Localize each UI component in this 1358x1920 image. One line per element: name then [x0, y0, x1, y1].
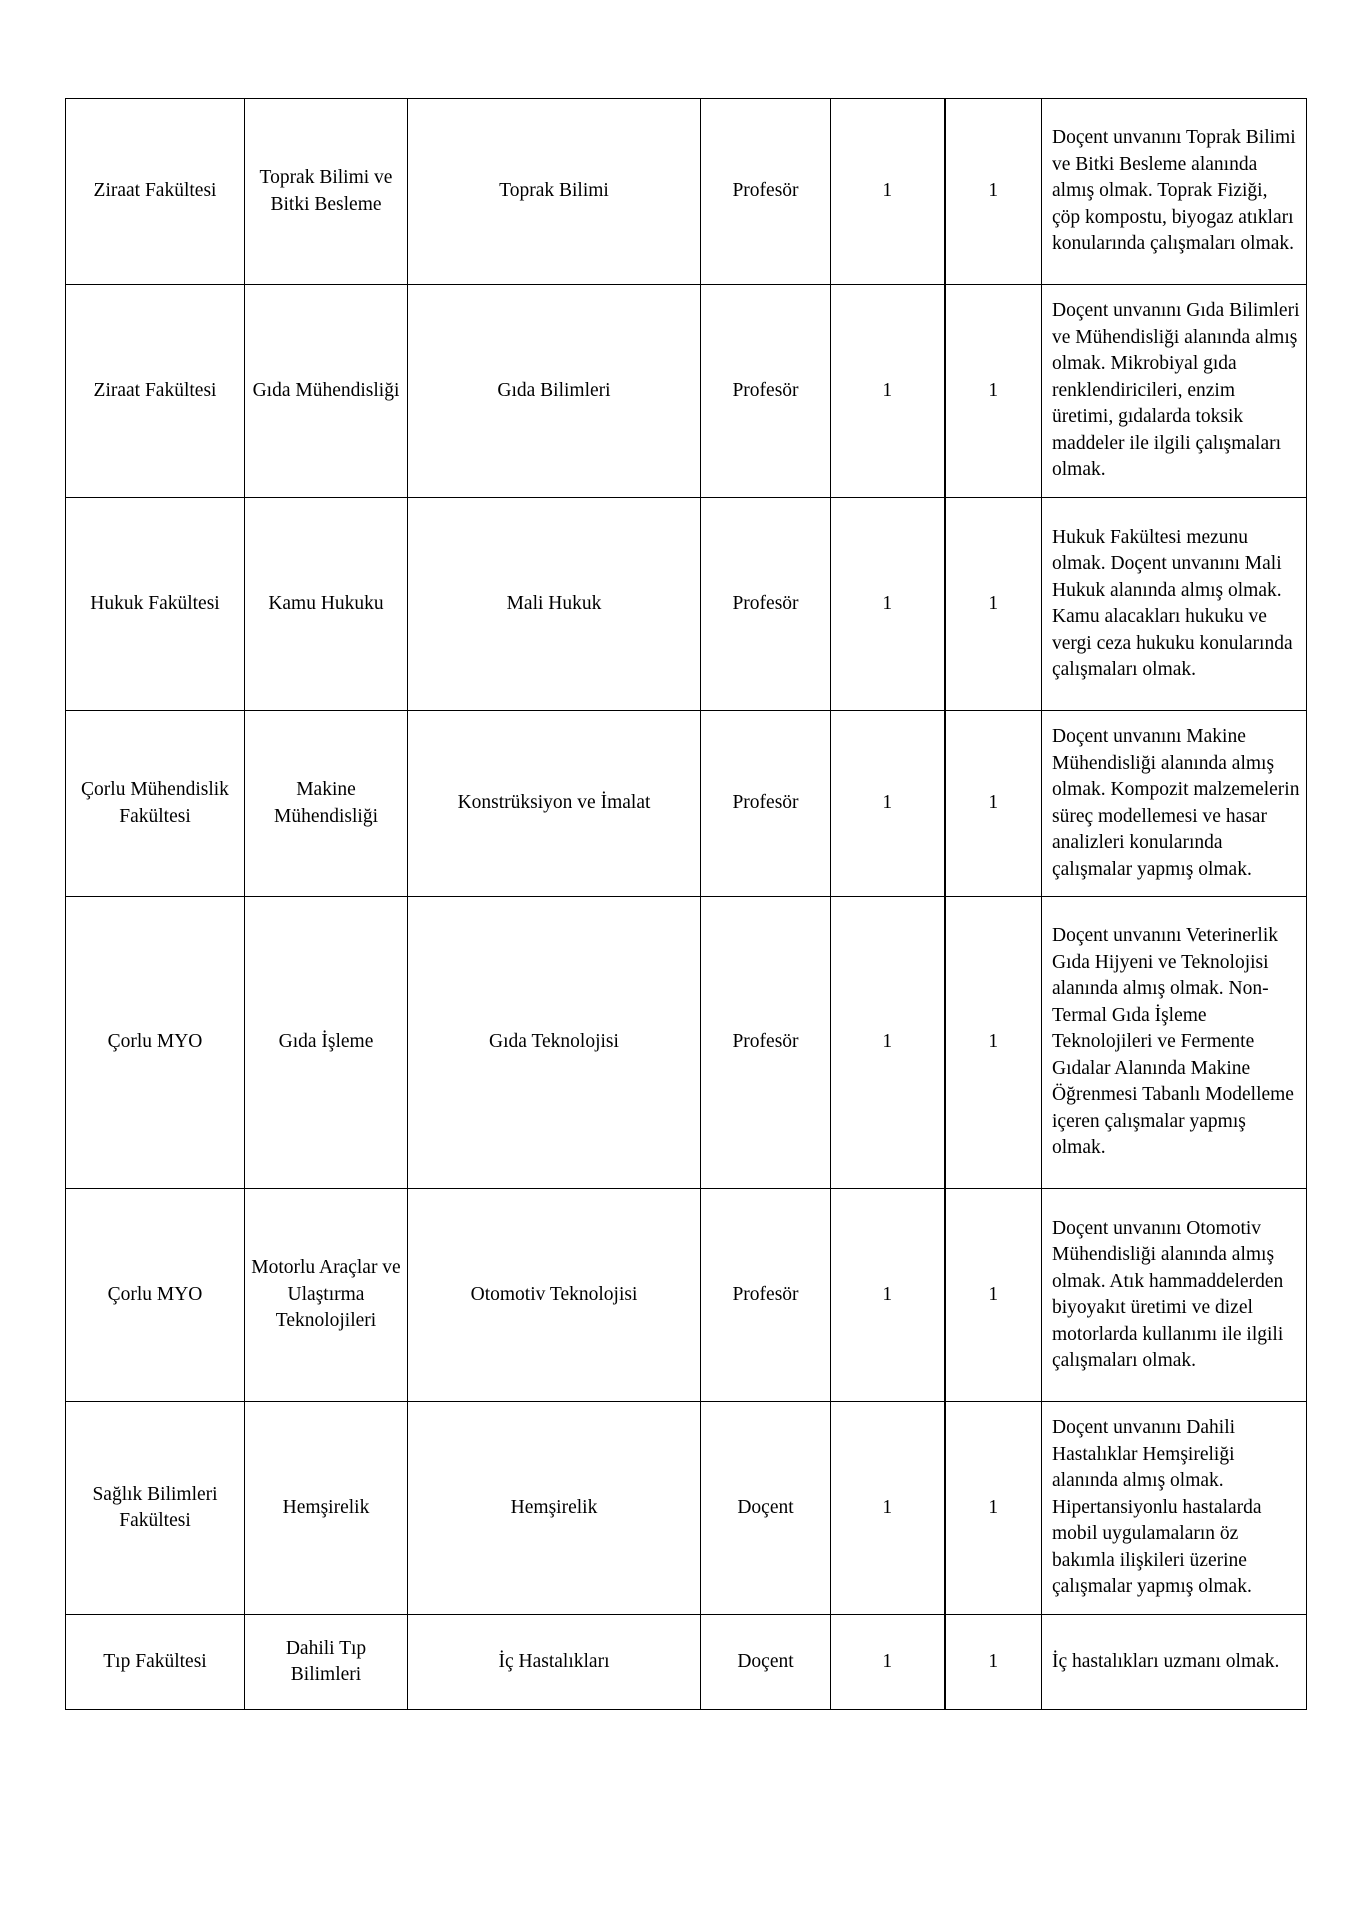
department-cell: Dahili Tıp Bilimleri: [245, 1615, 408, 1710]
count-b-cell: 1: [945, 897, 1042, 1189]
title-cell: Profesör: [701, 99, 831, 285]
faculty-cell: Hukuk Fakültesi: [66, 498, 245, 711]
field-cell: Toprak Bilimi: [408, 99, 701, 285]
count-a-cell: 1: [831, 897, 945, 1189]
faculty-cell: Ziraat Fakültesi: [66, 99, 245, 285]
title-cell: Profesör: [701, 1189, 831, 1402]
department-cell: Motorlu Araçlar ve Ulaştırma Teknolojileri: [245, 1189, 408, 1402]
faculty-positions-table: [65, 98, 1307, 1710]
field-cell: Gıda Teknolojisi: [408, 897, 701, 1189]
title-cell: Profesör: [701, 897, 831, 1189]
count-b-cell: 1: [945, 1615, 1042, 1710]
title-cell: Doçent: [701, 1402, 831, 1615]
field-cell: Gıda Bilimleri: [408, 285, 701, 498]
requirements-cell: Doçent unvanını Makine Mühendisliği alanında almış olmak. Kompozit malzemelerin süreç modellemesi ve hasar analizleri konularında çalışmalar yapmış olmak.: [1042, 711, 1307, 897]
requirements-cell: Doçent unvanını Toprak Bilimi ve Bitki Besleme alanında almış olmak. Toprak Fiziği, çöp kompostu, biyogaz atıkları konularında çalışmaları olmak.: [1042, 99, 1307, 285]
table-row: [66, 1402, 1307, 1615]
faculty-cell: Çorlu MYO: [66, 1189, 245, 1402]
department-cell: Gıda Mühendisliği: [245, 285, 408, 498]
count-a-cell: 1: [831, 1615, 945, 1710]
count-a-cell: 1: [831, 1402, 945, 1615]
department-cell: Hemşirelik: [245, 1402, 408, 1615]
field-cell: Mali Hukuk: [408, 498, 701, 711]
title-cell: Doçent: [701, 1615, 831, 1710]
count-b-cell: 1: [945, 285, 1042, 498]
department-cell: Toprak Bilimi ve Bitki Besleme: [245, 99, 408, 285]
requirements-cell: Doçent unvanını Gıda Bilimleri ve Mühendisliği alanında almış olmak. Mikrobiyal gıda renklendiricileri, enzim üretimi, gıdalarda toksik maddeler ile ilgili çalışmaları olmak.: [1042, 285, 1307, 498]
table-row: [66, 1189, 1307, 1402]
requirements-cell: Doçent unvanını Otomotiv Mühendisliği alanında almış olmak. Atık hammaddelerden biyoyakıt üretimi ve dizel motorlarda kullanımı ile ilgili çalışmaları olmak.: [1042, 1189, 1307, 1402]
field-cell: İç Hastalıkları: [408, 1615, 701, 1710]
count-b-cell: 1: [945, 99, 1042, 285]
requirements-cell: Doçent unvanını Veterinerlik Gıda Hijyeni ve Teknolojisi alanında almış olmak. Non-Termal Gıda İşleme Teknolojileri ve Fermente Gıdalar Alanında Makine Öğrenmesi Tabanlı Modelleme içeren çalışmalar yapmış olmak.: [1042, 897, 1307, 1189]
count-b-cell: 1: [945, 498, 1042, 711]
requirements-cell: Doçent unvanını Dahili Hastalıklar Hemşireliği alanında almış olmak. Hipertansiyonlu hastalarda mobil uygulamaların öz bakımla ilişkileri üzerine çalışmalar yapmış olmak.: [1042, 1402, 1307, 1615]
table-row: [66, 285, 1307, 498]
requirements-cell: Hukuk Fakültesi mezunu olmak. Doçent unvanını Mali Hukuk alanında almış olmak. Kamu alacakları hukuku ve vergi ceza hukuku konularında çalışmaları olmak.: [1042, 498, 1307, 711]
title-cell: Profesör: [701, 285, 831, 498]
field-cell: Hemşirelik: [408, 1402, 701, 1615]
table-row: [66, 711, 1307, 897]
count-b-cell: 1: [945, 1402, 1042, 1615]
faculty-cell: Sağlık Bilimleri Fakültesi: [66, 1402, 245, 1615]
requirements-cell: İç hastalıkları uzmanı olmak.: [1042, 1615, 1307, 1710]
department-cell: Makine Mühendisliği: [245, 711, 408, 897]
faculty-cell: Çorlu Mühendislik Fakültesi: [66, 711, 245, 897]
count-a-cell: 1: [831, 285, 945, 498]
table-body: [66, 99, 1307, 1710]
department-cell: Gıda İşleme: [245, 897, 408, 1189]
count-b-cell: 1: [945, 1189, 1042, 1402]
count-a-cell: 1: [831, 498, 945, 711]
title-cell: Profesör: [701, 711, 831, 897]
table-row: [66, 897, 1307, 1189]
count-a-cell: 1: [831, 99, 945, 285]
count-b-cell: 1: [945, 711, 1042, 897]
faculty-cell: Tıp Fakültesi: [66, 1615, 245, 1710]
faculty-cell: Ziraat Fakültesi: [66, 285, 245, 498]
table-row: [66, 1615, 1307, 1710]
department-cell: Kamu Hukuku: [245, 498, 408, 711]
table-row: [66, 498, 1307, 711]
count-a-cell: 1: [831, 711, 945, 897]
faculty-cell: Çorlu MYO: [66, 897, 245, 1189]
field-cell: Konstrüksiyon ve İmalat: [408, 711, 701, 897]
field-cell: Otomotiv Teknolojisi: [408, 1189, 701, 1402]
count-a-cell: 1: [831, 1189, 945, 1402]
table-row: [66, 99, 1307, 285]
title-cell: Profesör: [701, 498, 831, 711]
